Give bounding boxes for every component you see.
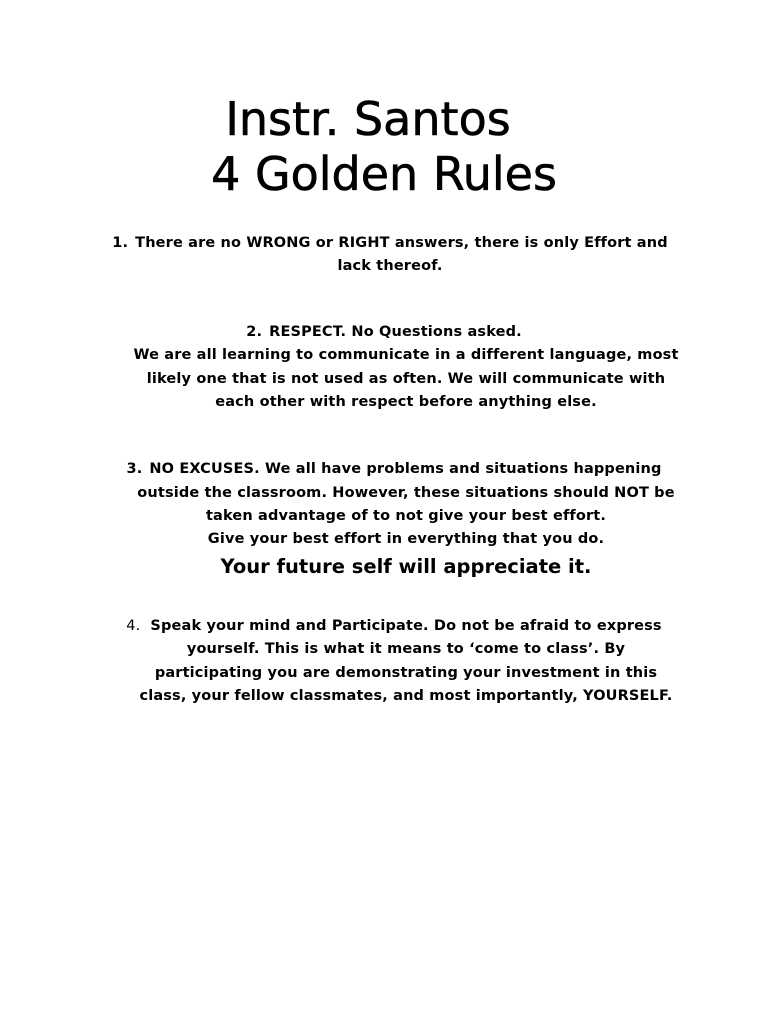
rule-3-emphasis: Your future self will appreciate it. — [220, 555, 592, 578]
rule-1-line-1 — [6, 232, 768, 255]
rule-4-line-3: participating you are demonstrating your investment in this — [154, 665, 658, 681]
rule-4-line-1 — [10, 615, 768, 638]
instructor-name-title: Instr. Santos — [225, 92, 511, 146]
rule-4-line-2: yourself. This is what it means to ‘come to class’. By — [186, 641, 626, 657]
rule-2-number: 2. — [246, 324, 263, 340]
rule-4-text-1: Speak your mind and Participate. Do not be afraid to express — [150, 618, 662, 634]
rule-2-line-2: We are all learning to communicate in a different language, most — [133, 347, 679, 363]
rule-2-text-1: RESPECT. No Questions asked. — [269, 324, 522, 340]
rule-4-number: 4. — [126, 618, 141, 634]
rule-4-line-4: class, your fellow classmates, and most importantly, YOURSELF. — [139, 688, 673, 704]
rule-2-line-3: likely one that is not used as often. We will communicate with — [146, 371, 666, 387]
rule-1-text-1: There are no WRONG or RIGHT answers, there is only Effort and — [135, 235, 668, 251]
rule-2-line-1 — [0, 321, 768, 344]
rule-1-line-2: lack thereof. — [337, 258, 443, 274]
rule-3-line-1 — [10, 458, 768, 481]
rule-3-line-2: outside the classroom. However, these situations should NOT be — [137, 485, 675, 501]
rule-3-number: 3. — [126, 461, 143, 477]
rule-3-text-1: NO EXCUSES. We all have problems and situations happening — [149, 461, 662, 477]
rule-2-line-4: each other with respect before anything else. — [215, 394, 597, 410]
rule-1-number: 1. — [112, 235, 129, 251]
golden-rules-title: 4 Golden Rules — [211, 147, 557, 201]
rule-3-line-3: taken advantage of to not give your best effort. — [205, 508, 607, 524]
rule-3-line-4: Give your best effort in everything that you do. — [207, 531, 605, 547]
